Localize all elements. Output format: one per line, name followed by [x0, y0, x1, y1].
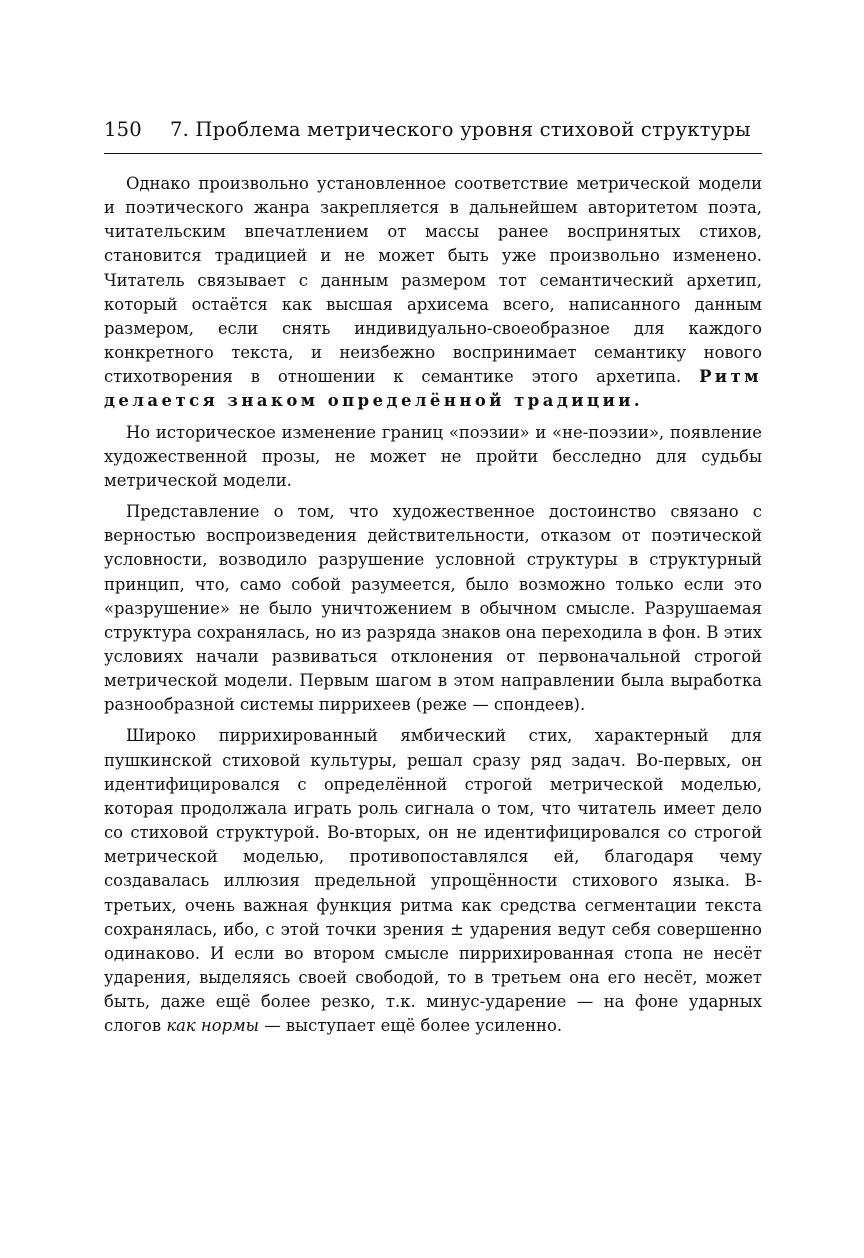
paragraph-4-italic: как нормы: [166, 1016, 260, 1036]
paragraph-1-text: Однако произвольно установленное соответствие метрической модели и поэтического жанра закрепляется в дальнейшем авторитетом поэта, читательским впечатлением от массы ранее воспринятых стихов, становится традицией и не может быть уже произвольно изменено. Читатель связывает с данным размером тот семантический архетип, который остаётся как высшая архисема всего, написанного данным размером, если снять индивидуально-своеобразное для каждого конкретного текста, и неизбежно воспринимает семантику нового стихотворения в отношении к семантике этого архетипа.: [104, 174, 762, 387]
paragraph-2: Но историческое изменение границ «поэзии» и «не-поэзии», появление художественной прозы, не может не пройти бесследно для судьбы метрической модели.: [104, 422, 762, 490]
paragraph-4-text: Широко пиррихированный ямбический стих, характерный для пушкинской стиховой культуры, решал сразу ряд задач. Во-первых, он идентифицировался с определённой строгой метрической моделью, которая продолжала играть роль сигнала о том, что читатель имеет дело со стиховой структурой. Во-вторых, он не идентифицировался со строгой метрической моделью, противопоставлялся ей, благодаря чему создавалась иллюзия предельной упрощённости стихового языка. В-третьих, очень важная функция ритма как средства сегментации текста сохранялась, ибо, с этой точки зрения ± ударения ведут себя совершенно одинаково. И если во втором смысле пиррихированная стопа не несёт ударения, выделяясь своей свободой, то в третьем она его несёт, может быть, даже ещё более резко, т.к. минус-ударение — на фоне ударных слогов: [104, 726, 762, 1036]
chapter-title: 7. Проблема метрического уровня стиховой структуры: [170, 118, 751, 141]
paragraph-4: [104, 724, 762, 1038]
body-text: [104, 172, 762, 1038]
page-number: 150: [104, 118, 142, 141]
paragraph-4-end: — выступает ещё более усиленно.: [259, 1016, 563, 1036]
paragraph-1: [104, 172, 762, 414]
paragraph-1-emphasis: Ритм делается знаком определённой традиции.: [104, 367, 762, 411]
header-rule: [104, 153, 762, 154]
paragraph-3: Представление о том, что художественное достоинство связано с верностью воспроизведения действительности, отказом от поэтической условности, возводило разрушение условной структуры в структурный принцип, что, само собой разумеется, было возможно только если это «разрушение» не было уничтожением в обычном смысле. Разрушаемая структура сохранялась, но из разряда знаков она переходила в фон. В этих условиях начали развиваться отклонения от первоначальной строгой метрической модели. Первым шагом в этом направлении была выработка разнообразной системы пиррихеев (реже — спондеев).: [104, 502, 762, 715]
book-page: [104, 118, 762, 1045]
running-head: [104, 118, 762, 148]
